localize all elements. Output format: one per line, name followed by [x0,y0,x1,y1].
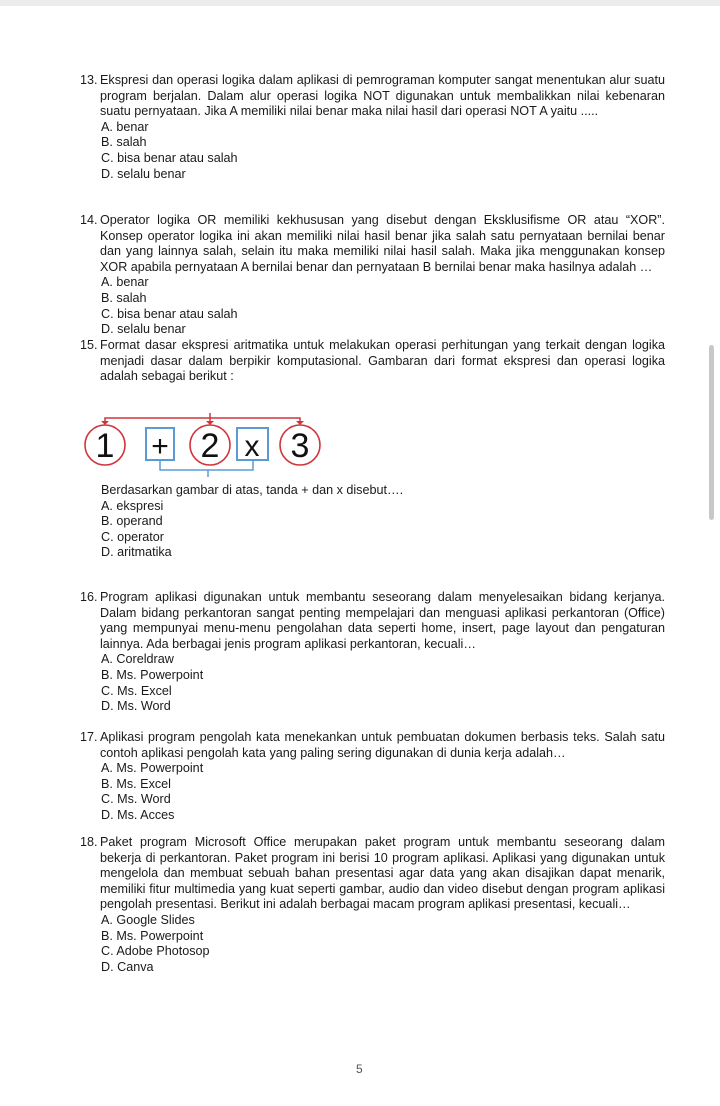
operand-3: 3 [290,427,310,465]
question-text: Aplikasi program pengolah kata menekankan untuk pembuatan dokumen berbasis teks. Salah satu contoh aplikasi pengolah kata yang paling sering digunakan di dunia kerja adalah… [100,730,665,760]
question-text: Operator logika OR memiliki kekhususan yang disebut dengan Eksklusifisme OR atau “XOR”. Konsep operator logika ini akan memiliki nilai hasil benar jika salah satu pernyataan bernilai benar dan yang lainnya salah, selain itu maka memiliki nilai hasil salah. Maka jika menggunakan konsep XOR apabila pernyataan A bernilai benar dan pernyataan B bernilai benar maka hasilnya adalah … [100,213,665,274]
q15-option-d: D. aritmatika [101,545,172,560]
question-number: 16. [80,590,98,604]
question-18 [80,835,665,975]
question-number: 17. [80,730,98,744]
answer-option-d: D. selalu benar [101,322,186,337]
operator-plus: + [151,430,169,463]
answer-option-a: A. Coreldraw [101,652,174,667]
operand-bracket [105,413,300,423]
q15-prompt: Berdasarkan gambar di atas, tanda + dan x disebut…. [101,483,404,497]
question-number: 14. [80,213,98,227]
answer-option-d: D. Ms. Acces [101,807,175,822]
answer-option-b: B. Ms. Powerpoint [101,667,204,682]
page-number: 5 [356,1062,363,1076]
answer-option-d: D. selalu benar [101,166,186,181]
question-14 [80,213,665,338]
question-13 [80,73,665,182]
answer-option-b: B. salah [101,135,147,150]
answer-option-a: A. Ms. Powerpoint [101,761,204,776]
answer-option-a: A. benar [101,275,149,290]
expression-diagram [80,410,340,485]
answer-option-c: C. bisa benar atau salah [101,306,238,321]
question-text: Format dasar ekspresi aritmatika untuk melakukan operasi perhitungan yang terkait dengan logika menjadi dasar dalam berpikir komputasional. Gambaran dari format ekspresi dan operasi logika adalah sebagai berikut : [100,338,665,384]
question-text: Ekspresi dan operasi logika dalam aplikasi di pemrograman komputer sangat menentukan alur suatu program berjalan. Dalam alur operasi logika NOT digunakan untuk membalikkan nilai kebenaran suatu pernyataan. Jika A memiliki nilai benar maka nilai hasil dari operasi NOT A yaitu ..... [100,73,665,119]
answer-option-a: A. benar [101,119,149,134]
answer-option-d: D. Canva [101,959,154,974]
operand-2: 2 [200,427,220,465]
answer-option-a: A. Google Slides [101,912,195,927]
question-number: 18. [80,835,98,849]
answer-option-d: D. Ms. Word [101,699,171,714]
answer-option-c: C. Ms. Word [101,792,171,807]
q15-followup [101,483,661,561]
answer-option-b: B. Ms. Excel [101,776,171,791]
question-15 [80,338,665,385]
operator-times: x [244,430,260,463]
answer-option-c: C. bisa benar atau salah [101,150,238,165]
question-16 [80,590,665,715]
question-text: Program aplikasi digunakan untuk membantu seseorang dalam menyelesaikan bidang kerjanya. Dalam bidang perkantoran sangat penting mempelajari dan menguasi aplikasi perkantoran (Office) yang mempunyai menu-menu pengolahan data seperti home, insert, page layout dan pengaturan lainnya. Ada berbagai jenis program aplikasi perkantoran, kecuali… [100,590,665,651]
q15-option-c: C. operator [101,529,164,544]
answer-option-c: C. Adobe Photosop [101,944,210,959]
operand-1: 1 [95,427,115,465]
question-17 [80,730,665,824]
question-number: 13. [80,73,98,87]
top-bar [0,0,720,6]
q15-option-b: B. operand [101,514,163,529]
answer-option-c: C. Ms. Excel [101,683,172,698]
question-text: Paket program Microsoft Office merupakan paket program untuk membantu seseorang dalam bekerja di perkantoran. Paket program ini berisi 10 program aplikasi. Aplikasi yang digunakan untuk mengelola dan membuat sebuah bahan presentasi agar data yang akan disajikan dapat menarik, memiliki fitur multimedia yang kuat seperti gambar, audio dan video disebut dengan program aplikasi pengolah presentasi. Berikut ini adalah berbagai macam program aplikasi presentasi, kecuali… [100,835,665,912]
scrollbar[interactable] [709,345,714,520]
q15-option-a: A. ekspresi [101,498,164,513]
question-number: 15. [80,338,98,352]
arrow-icons [101,421,304,425]
answer-option-b: B. Ms. Powerpoint [101,928,204,943]
answer-option-b: B. salah [101,290,147,305]
